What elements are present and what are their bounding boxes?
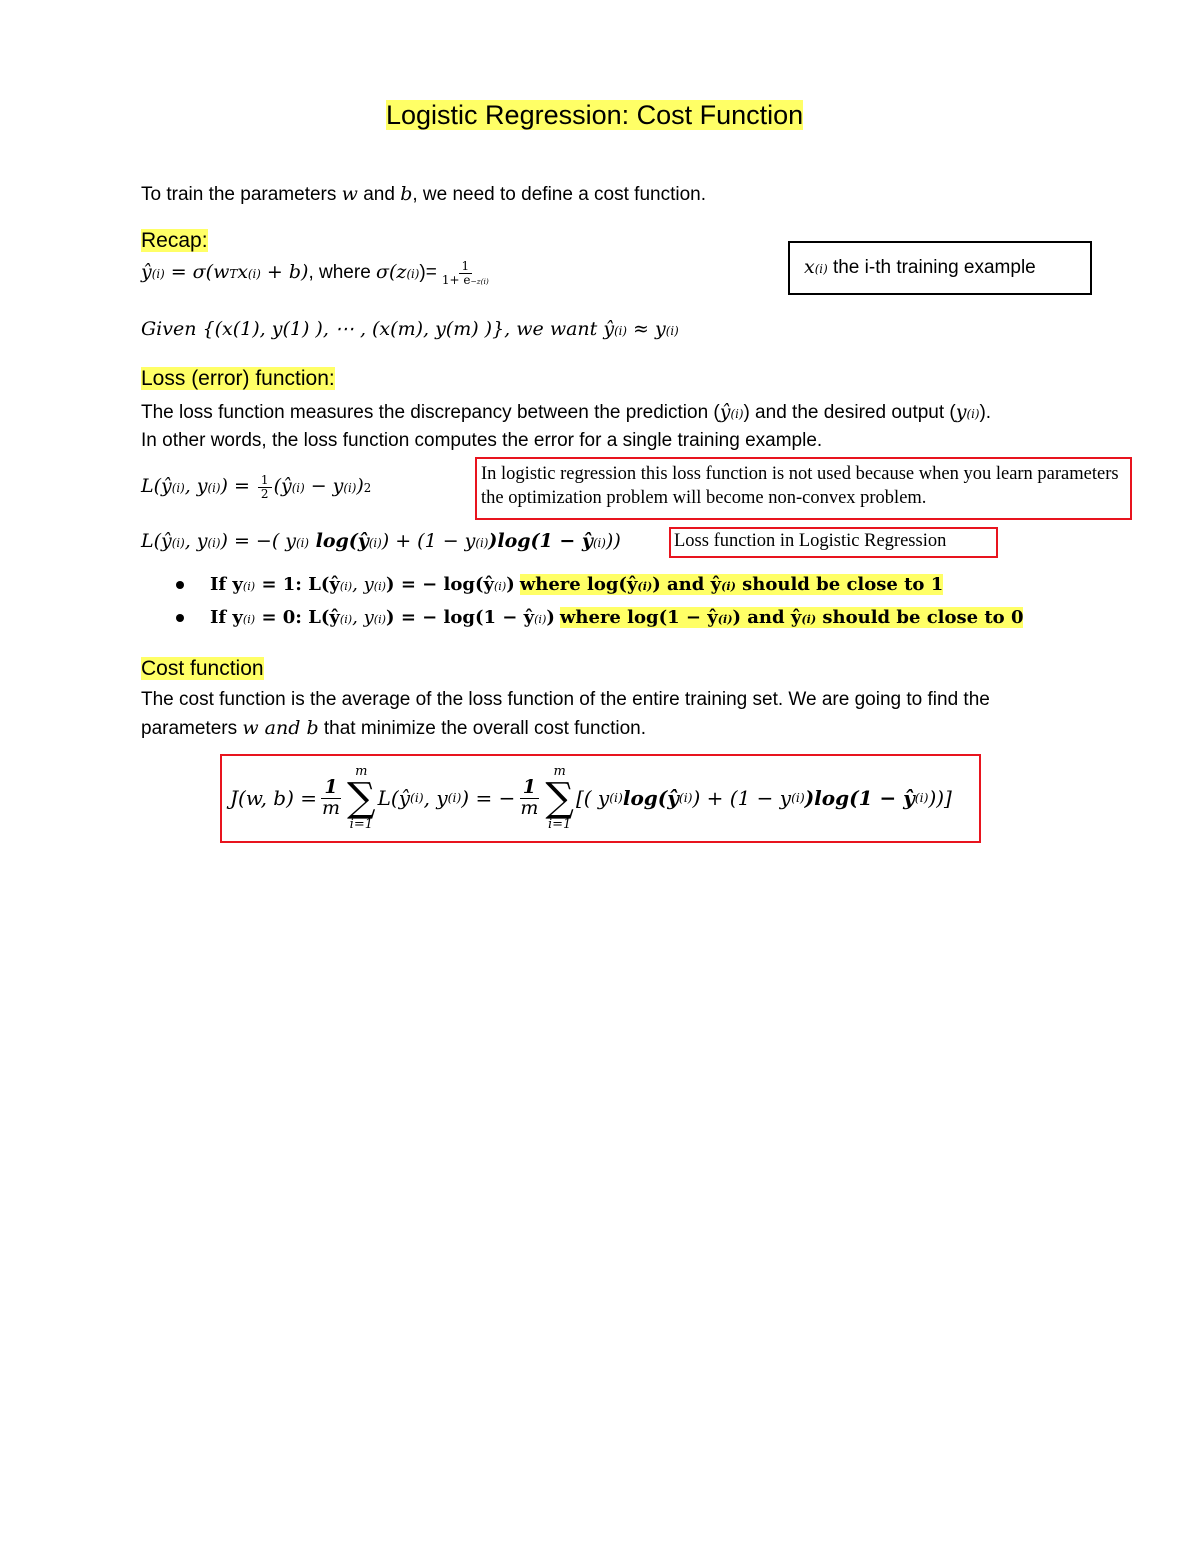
sup-i: (i) bbox=[493, 580, 507, 593]
cost-heading bbox=[141, 657, 264, 681]
cost-term2-log: log(ŷ bbox=[622, 786, 679, 810]
sup-i: (i) bbox=[534, 613, 547, 626]
sup-i: (i) bbox=[373, 580, 387, 593]
bullet1-hl-a: where log(ŷ bbox=[519, 574, 638, 595]
eq-plus-b: + b) bbox=[260, 261, 309, 284]
bullet-y1 bbox=[176, 574, 943, 595]
cost-desc-line1 bbox=[141, 689, 990, 711]
intro-suffix: , we need to define a cost function. bbox=[412, 184, 706, 205]
loss-desc-line2-text: In other words, the loss function computes the error for a single training example. bbox=[141, 430, 823, 451]
bullet1-hl-b: ) and ŷ bbox=[652, 574, 722, 595]
sum-top-2: m bbox=[553, 764, 566, 779]
non-convex-note-text: In logistic regression this loss function is not used because when you learn parameters the optimization problem will become non-convex problem. bbox=[481, 464, 1119, 508]
note-x: x bbox=[804, 256, 815, 278]
bullet2-rhs: ) = − log(1 − ŷ bbox=[386, 607, 535, 628]
recap-heading-text: Recap: bbox=[141, 229, 208, 252]
approx: ≈ y bbox=[627, 318, 666, 340]
log-loss-equation bbox=[141, 530, 621, 552]
logistic-loss-label-text: Loss function in Logistic Regression bbox=[674, 531, 947, 551]
bullet2-highlight bbox=[560, 607, 1024, 628]
sigmoid-fraction bbox=[439, 260, 492, 286]
sq-end: ) bbox=[356, 475, 364, 498]
cost-desc-math: w and b bbox=[242, 717, 319, 739]
sup-i: (i) bbox=[207, 536, 221, 550]
sup-i: (i) bbox=[296, 536, 309, 550]
cost-frac-den-2: m bbox=[520, 796, 539, 819]
cost-desc-line1-text: The cost function is the average of the loss function of the entire training set. We are going to find the bbox=[141, 689, 990, 710]
given-set: {(x(1), y(1) ), ⋯ , (x(m), y(m) )}, bbox=[202, 318, 511, 340]
sup-i: (i) bbox=[339, 580, 353, 593]
sup-i: (i) bbox=[171, 481, 185, 496]
sup-i: (i) bbox=[242, 613, 256, 626]
sq-lhs: L(ŷ bbox=[141, 475, 172, 498]
loss-desc-c: ). bbox=[979, 402, 992, 423]
eq-close: )= bbox=[419, 262, 437, 284]
cost-equation: J(w, b) = $\frac{1}{m}$ m ∑ i=1 L(ŷ (i) , y (i) ) = − $\frac{1}{m}$ m ∑ i=1 [( y (i) log(ŷ (i) ) + (1 − y (i) )log(1 − ŷ (i) ))] bbox=[230, 764, 952, 832]
sup-i: (i) bbox=[171, 536, 185, 550]
cost-term2-plus: ) + (1 − y bbox=[692, 786, 792, 810]
half-fraction bbox=[258, 474, 272, 500]
sup-i: (i) bbox=[151, 267, 165, 282]
log-eq: ) = −( y bbox=[220, 530, 297, 552]
sup-i: (i) bbox=[475, 536, 489, 550]
bullet2-hl-c: should be close to 0 bbox=[816, 607, 1024, 628]
eq-sigma-z: σ(z bbox=[376, 261, 407, 284]
sup-i: (i) bbox=[665, 324, 679, 338]
loss-desc-b: ) and the desired output ( bbox=[743, 402, 956, 423]
bullet2-hl-b: ) and ŷ bbox=[732, 607, 802, 628]
bullet2-cond: = 0: L(ŷ bbox=[255, 607, 340, 628]
sup-i: (i) bbox=[717, 613, 733, 626]
intro-line bbox=[141, 183, 706, 206]
frac-den: 1+ e bbox=[441, 272, 471, 287]
cost-frac-1 bbox=[319, 775, 343, 819]
sup-i: (i) bbox=[721, 580, 736, 593]
intro-w: w bbox=[341, 183, 358, 205]
cost-frac-num-2: 1 bbox=[520, 778, 539, 799]
given-line bbox=[141, 318, 679, 340]
bullet2-hl-a: where log(1 − ŷ bbox=[559, 607, 718, 628]
title-text: Logistic Regression: Cost Function bbox=[386, 100, 804, 130]
sum-bot-2: i=1 bbox=[547, 817, 572, 832]
loss-desc-line1 bbox=[141, 401, 991, 424]
loss-heading bbox=[141, 367, 335, 391]
loss-desc-yhat: ŷ bbox=[719, 401, 731, 423]
cost-frac-den: m bbox=[322, 796, 341, 819]
sq-mid: , y bbox=[184, 475, 208, 498]
logistic-loss-label bbox=[669, 527, 998, 558]
frac-exp: −z(i) bbox=[470, 276, 489, 286]
non-convex-note bbox=[475, 457, 1132, 520]
bullet2-cond2: , y bbox=[352, 607, 374, 628]
cost-term2-end: ))] bbox=[928, 786, 952, 810]
sq-minus: − y bbox=[304, 475, 344, 498]
frac-num: 1 bbox=[459, 260, 473, 274]
sup-i: (i) bbox=[373, 613, 387, 626]
loss-desc-line2 bbox=[141, 430, 822, 452]
log-lhs: L(ŷ bbox=[141, 530, 172, 552]
sq-rhs: (ŷ bbox=[273, 475, 292, 498]
bullet-y0 bbox=[176, 607, 1023, 628]
squared-loss-equation bbox=[141, 474, 371, 500]
sup-i: (i) bbox=[343, 481, 357, 496]
cost-sum-2 bbox=[545, 765, 574, 831]
bullet1-rhs: ) = − log(ŷ bbox=[386, 574, 494, 595]
sup-t: T bbox=[229, 267, 238, 282]
eq-sigma: = σ(w bbox=[164, 261, 230, 284]
sup-i: (i) bbox=[368, 536, 382, 550]
bullet1-lead: If y bbox=[210, 574, 243, 595]
cost-term1-mid: , y bbox=[423, 786, 448, 810]
bullet-dot-icon bbox=[176, 614, 184, 622]
sup-i: (i) bbox=[730, 407, 744, 421]
sq-eq: ) = bbox=[220, 475, 256, 498]
cost-sum-1 bbox=[347, 765, 376, 831]
want-yhat: ŷ bbox=[603, 318, 615, 340]
cost-heading-text: Cost function bbox=[141, 657, 264, 680]
sum-symbol-2: ∑ bbox=[545, 775, 574, 821]
bullet2-rhs-end: ) bbox=[546, 607, 555, 628]
sup-i: (i) bbox=[614, 324, 628, 338]
sum-symbol: ∑ bbox=[347, 775, 376, 821]
loss-desc-y: y bbox=[955, 401, 967, 423]
cost-desc-line2 bbox=[141, 717, 646, 740]
given-label: Given bbox=[141, 318, 203, 340]
intro-prefix: To train the parameters bbox=[141, 184, 342, 205]
bullet1-rhs-end: ) bbox=[506, 574, 515, 595]
cost-term2-log2: )log(1 − ŷ bbox=[804, 786, 915, 810]
cost-term1-end: ) = − bbox=[461, 786, 516, 810]
loss-desc-a: The loss function measures the discrepancy between the prediction ( bbox=[141, 402, 720, 423]
log-end: )) bbox=[605, 530, 621, 552]
eq-x: x bbox=[237, 261, 248, 284]
log-log: log(ŷ bbox=[308, 530, 369, 552]
cost-desc-b: that minimize the overall cost function. bbox=[318, 718, 646, 739]
sup-i: (i) bbox=[966, 407, 980, 421]
cost-frac-num: 1 bbox=[321, 778, 340, 799]
cost-equation-box bbox=[220, 754, 981, 843]
intro-and: and bbox=[357, 184, 401, 205]
sup-i: (i) bbox=[291, 481, 305, 496]
half-num: 1 bbox=[258, 474, 272, 488]
log-plus: ) + (1 − y bbox=[381, 530, 476, 552]
cost-lhs: J(w, b) = bbox=[230, 786, 318, 810]
sup-i: (i) bbox=[592, 536, 606, 550]
we-want: we want bbox=[510, 318, 604, 340]
sum-top: m bbox=[355, 764, 368, 779]
sum-bot: i=1 bbox=[349, 817, 373, 832]
loss-heading-text: Loss (error) function: bbox=[141, 367, 335, 390]
note-text: the i-th training example bbox=[827, 257, 1036, 278]
sup-i: (i) bbox=[406, 267, 420, 282]
cost-frac-2 bbox=[517, 775, 541, 819]
note-sup: (i) bbox=[814, 262, 828, 276]
bullet1-hl-c: should be close to 1 bbox=[735, 574, 944, 595]
cost-term2: [( y bbox=[575, 786, 610, 810]
sup-i: (i) bbox=[207, 481, 221, 496]
half-den: 2 bbox=[260, 486, 269, 501]
eq-yhat: ŷ bbox=[141, 261, 152, 284]
bullet1-cond2: , y bbox=[352, 574, 374, 595]
bullet1-cond: = 1: L(ŷ bbox=[255, 574, 340, 595]
bullet-dot-icon bbox=[176, 581, 184, 589]
cost-term1: L(ŷ bbox=[377, 786, 410, 810]
bullet2-lead: If y bbox=[210, 607, 243, 628]
intro-b: b bbox=[400, 183, 413, 205]
sup-i: (i) bbox=[247, 267, 261, 282]
sup-i: (i) bbox=[242, 580, 256, 593]
sq-pow: 2 bbox=[363, 481, 372, 496]
bullet1-highlight bbox=[520, 574, 943, 595]
training-example-note bbox=[788, 241, 1092, 295]
cost-desc-a: parameters bbox=[141, 718, 243, 739]
log-log2: )log(1 − ŷ bbox=[488, 530, 593, 552]
sup-i: (i) bbox=[339, 613, 353, 626]
log-mid: , y bbox=[184, 530, 208, 552]
recap-equation bbox=[141, 260, 494, 286]
recap-heading bbox=[141, 229, 208, 253]
page-title bbox=[386, 100, 803, 131]
eq-where: , where bbox=[308, 262, 377, 284]
sup-i: (i) bbox=[801, 613, 817, 626]
sup-i: (i) bbox=[637, 580, 653, 593]
